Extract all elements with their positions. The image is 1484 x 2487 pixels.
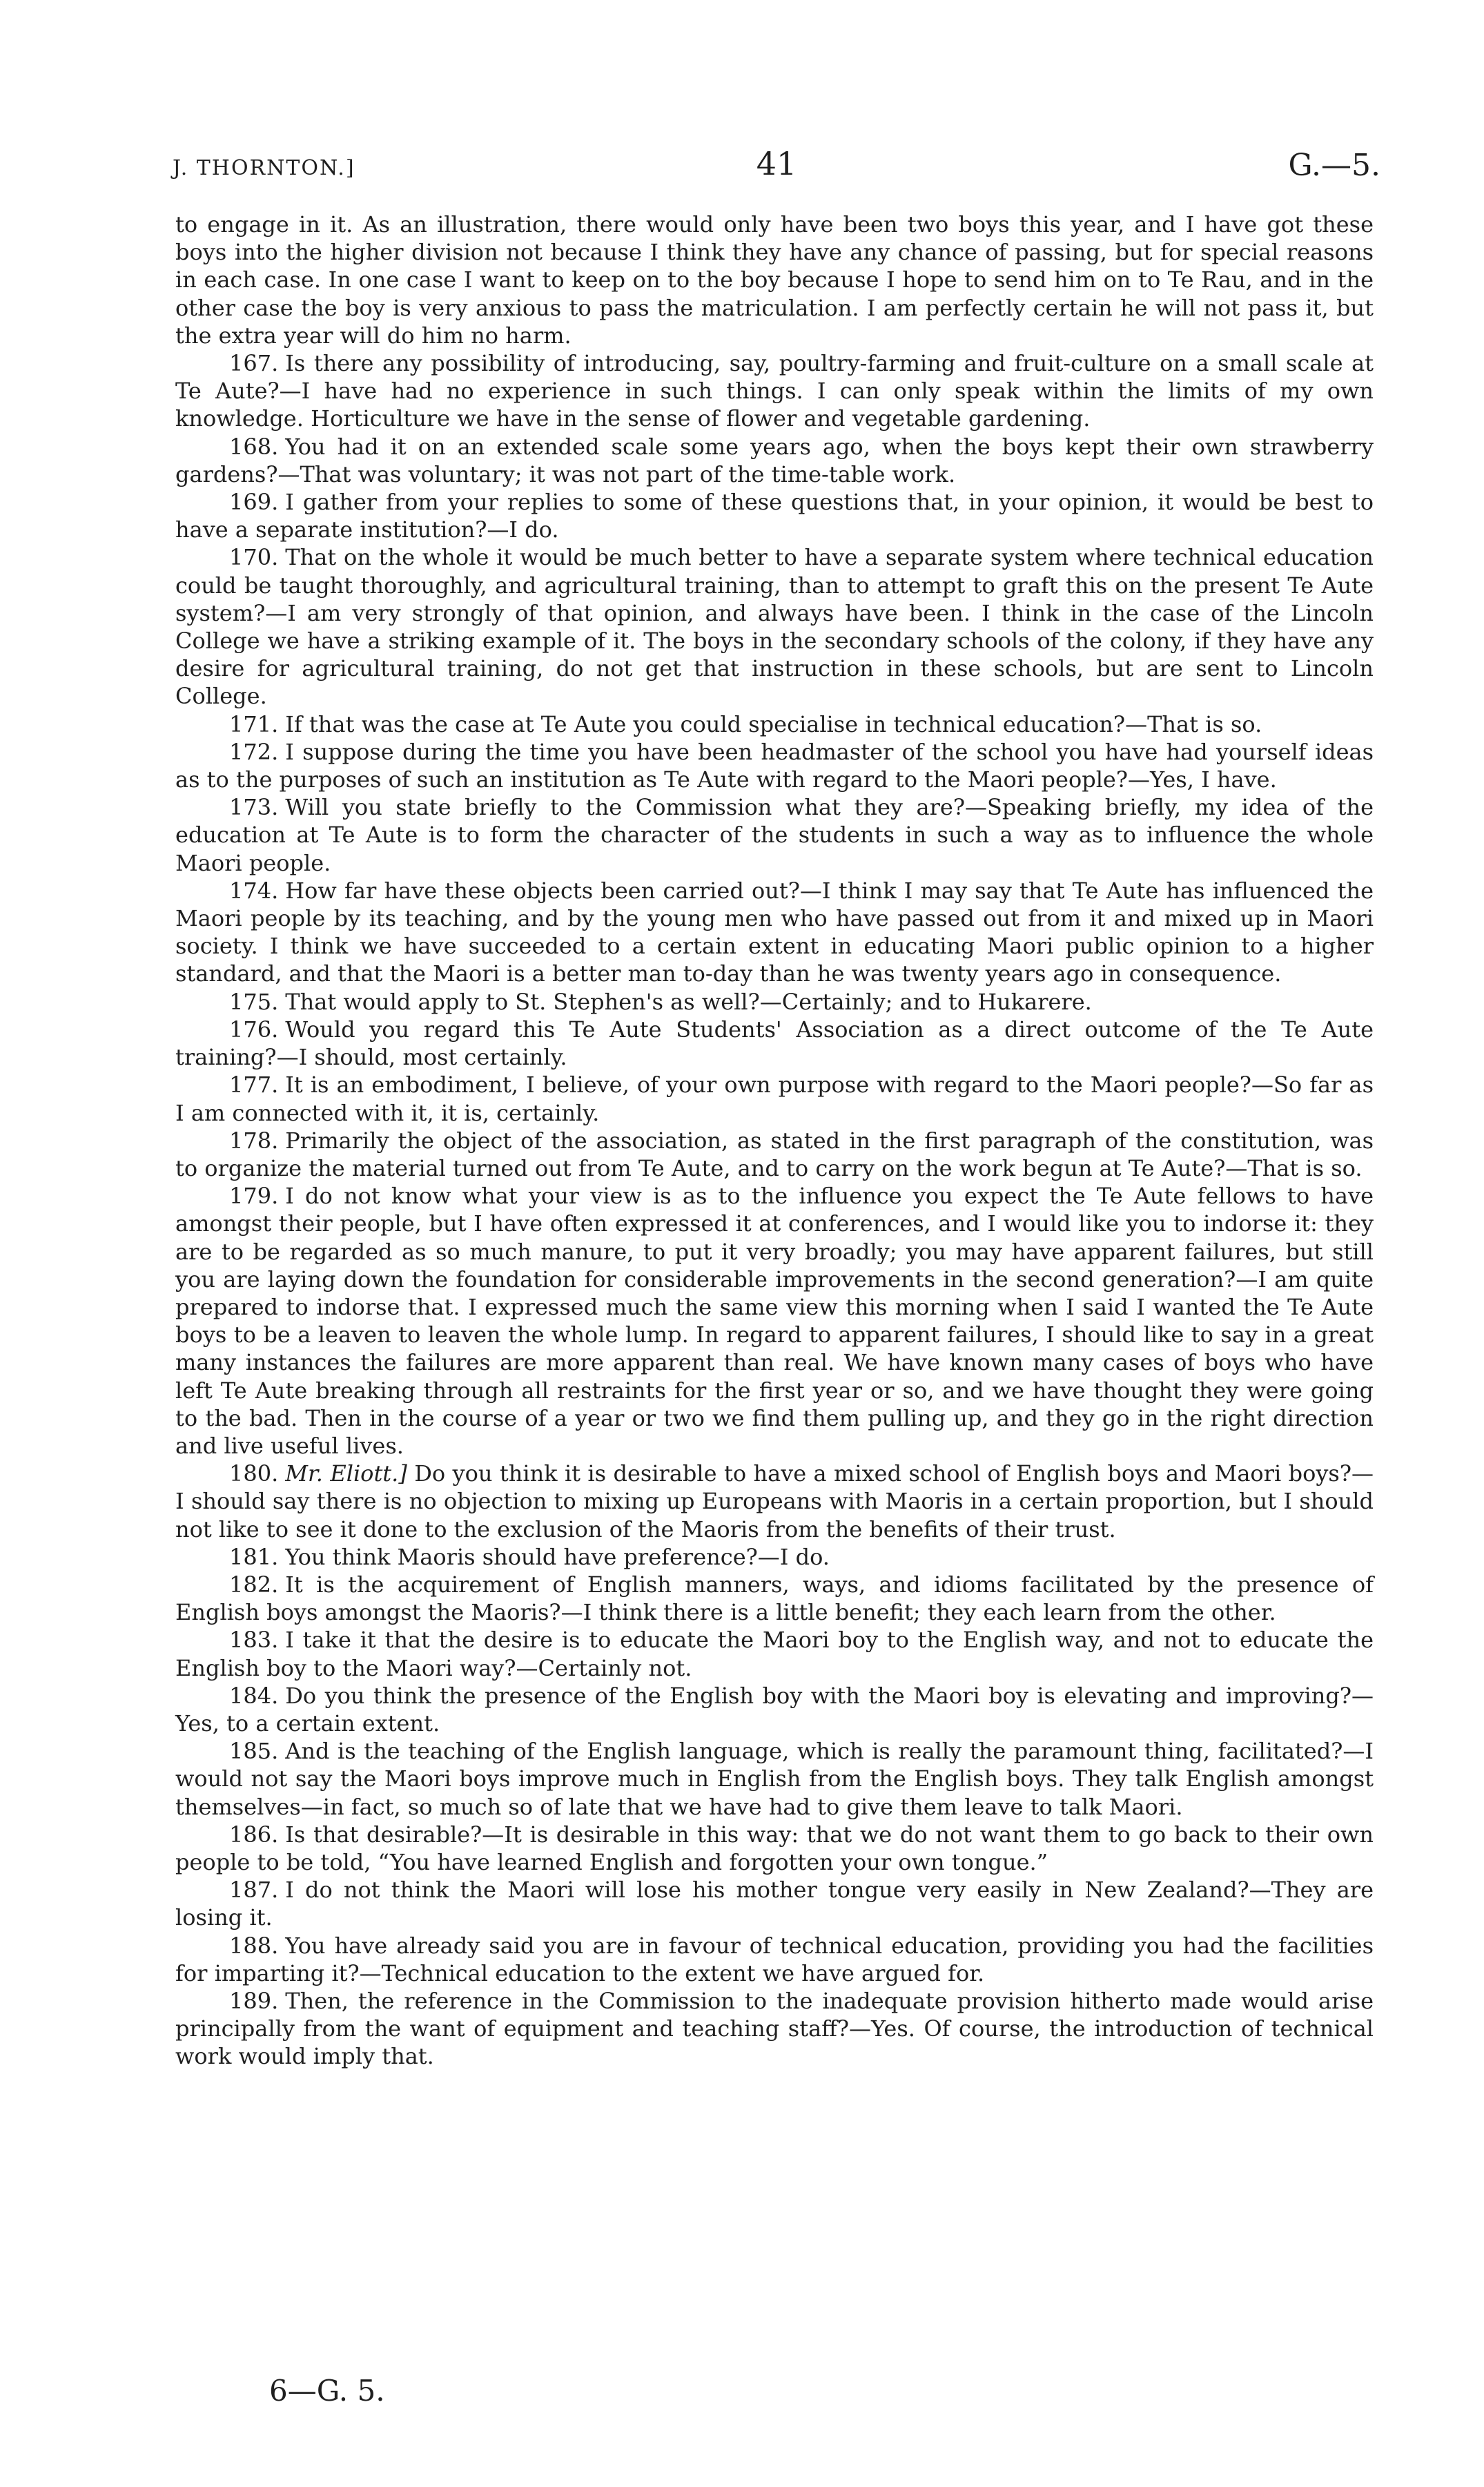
question-number: 184. bbox=[229, 1682, 279, 1709]
question-number: 179. bbox=[229, 1183, 279, 1210]
question-number: 185. bbox=[229, 1738, 279, 1765]
question-text: I do not know what your view is as to the influence you expect the Te Aute fellows to have amongst their people, but I have often expressed it at conferences, and I would like you to indorse it: they are to be regarded as so much manure, to put it very broadly; you may have apparent failures, but still you are laying down the foundation for considerable improvements in the second generation?—I am quite prepared to indorse that. I expressed much the same view this morning when I said I wanted the Te Aute boys to be a leaven to leaven the whole lump. In regard to apparent failures, I should like to say in a great many instances the failures are more apparent than real. We have known many cases of boys who have left Te Aute breaking through all restraints for the first year or so, and we have thought they were going to the bad. Then in the course of a year or two we find them pulling up, and they go in the right direction and live useful lives. bbox=[175, 1183, 1374, 1459]
question-text: And is the teaching of the English language, which is really the paramount thing, facilitated?—I would not say the Maori boys improve much in English from the English boys. They talk English amongst themselves—in fact, so much so of late that we have had to give them leave to talk Maori. bbox=[175, 1738, 1374, 1820]
question-list bbox=[175, 349, 1374, 2071]
question-number: 174. bbox=[229, 877, 279, 904]
page-body bbox=[175, 211, 1374, 2071]
question-number: 173. bbox=[229, 794, 279, 821]
question-text: Primarily the object of the association, as stated in the first paragraph of the constitution, was to organize the material turned out from Te Aute, and to carry on the work begun at Te Aute?—That is so. bbox=[175, 1127, 1374, 1181]
question-number: 169. bbox=[229, 489, 279, 516]
question-number: 171. bbox=[229, 710, 279, 737]
question-text: You think Maoris should have preference?—I do. bbox=[285, 1543, 830, 1570]
question-text: That would apply to St. Stephen's as well?—Certainly; and to Hukarere. bbox=[285, 988, 1092, 1015]
speaker-name: Mr. Eliott.] bbox=[285, 1460, 407, 1487]
document-reference: G.—5. bbox=[1288, 148, 1380, 183]
question-number: 180. bbox=[229, 1460, 279, 1487]
question-paragraph bbox=[175, 1737, 1374, 1821]
question-number: 175. bbox=[229, 988, 279, 1015]
witness-name: J. THORNTON.] bbox=[173, 156, 355, 180]
question-paragraph bbox=[175, 1876, 1374, 1931]
question-text: If that was the case at Te Aute you could specialise in technical education?—That is so. bbox=[285, 710, 1262, 737]
question-text: You have already said you are in favour of technical education, providing you had the facilities for imparting it?—Technical education to the extent we have argued for. bbox=[175, 1932, 1374, 1986]
question-number: 167. bbox=[229, 350, 279, 377]
opening-paragraph: to engage in it. As an illustration, there would only have been two boys this year, and I have got these boys into the higher division not because I think they have any chance of passing, but for special reasons in each case. In one case I want to keep on to the boy because I hope to send him on to Te Rau, and in the other case the boy is very anxious to pass the matriculation. I am perfectly certain he will not pass it, but the extra year will do him no harm. bbox=[175, 211, 1374, 349]
page-header bbox=[173, 145, 1380, 193]
question-text: It is the acquirement of English manners, ways, and idioms facilitated by the presence of English boys amongst the Maoris?—I think there is a little benefit; they each learn from the other. bbox=[175, 1571, 1374, 1626]
question-number: 182. bbox=[229, 1571, 279, 1598]
question-paragraph bbox=[175, 1016, 1374, 1071]
question-paragraph bbox=[175, 349, 1374, 433]
question-paragraph bbox=[175, 1571, 1374, 1626]
question-number: 170. bbox=[229, 544, 279, 571]
question-text: I take it that the desire is to educate the Maori boy to the English way, and not to educate the English boy to the Maori way?—Certainly not. bbox=[175, 1627, 1374, 1681]
question-number: 183. bbox=[229, 1627, 279, 1654]
question-text: Do you think it is desirable to have a mixed school of English boys and Maori boys?—I should say there is no objection to mixing up Europeans with Maoris in a certain proportion, but I should not like to see it done to the exclusion of the Maoris from the benefits of their trust. bbox=[175, 1460, 1374, 1542]
question-number: 176. bbox=[229, 1016, 279, 1043]
question-paragraph bbox=[175, 1460, 1374, 1543]
question-paragraph bbox=[175, 433, 1374, 488]
question-paragraph bbox=[175, 488, 1374, 543]
question-text: Is there any possibility of introducing, say, poultry-farming and fruit-culture on a small scale at Te Aute?—I have had no experience in such things. I can only speak within the limits of my own knowledge. Horticulture we have in the sense of flower and vegetable gardening. bbox=[175, 350, 1374, 432]
question-number: 188. bbox=[229, 1932, 279, 1959]
question-paragraph bbox=[175, 1543, 1374, 1571]
question-text: I do not think the Maori will lose his mother tongue very easily in New Zealand?—They are losing it. bbox=[175, 1877, 1374, 1931]
question-number: 177. bbox=[229, 1072, 279, 1099]
question-paragraph bbox=[175, 710, 1374, 738]
question-paragraph bbox=[175, 738, 1374, 793]
question-paragraph bbox=[175, 988, 1374, 1016]
question-text: That on the whole it would be much better to have a separate system where technical education could be taught thoroughly, and agricultural training, than to attempt to graft this on the present Te Aute system?—I am very strongly of that opinion, and always have been. I think in the case of the Lincoln College we have a striking example of it. The boys in the secondary schools of the colony, if they have any desire for agricultural training, do not get that instruction in these schools, but are sent to Lincoln College. bbox=[175, 544, 1374, 710]
question-text: How far have these objects been carried out?—I think I may say that Te Aute has influenced the Maori people by its teaching, and by the young men who have passed out from it and mixed up in Maori society. I think we have succeeded to a certain extent in educating Maori public opinion to a higher standard, and that the Maori is a better man to-day than he was twenty years ago in consequence. bbox=[175, 877, 1374, 987]
question-text: Is that desirable?—It is desirable in this way: that we do not want them to go back to their own people to be told, “You have learned English and forgotten your own tongue.” bbox=[175, 1821, 1374, 1875]
page-number: 41 bbox=[756, 145, 797, 182]
question-text: It is an embodiment, I believe, of your own purpose with regard to the Maori people?—So far as I am connected with it, it is, certainly. bbox=[175, 1072, 1374, 1126]
question-paragraph bbox=[175, 793, 1374, 877]
question-paragraph bbox=[175, 1682, 1374, 1737]
question-text: Do you think the presence of the English boy with the Maori boy is elevating and improving?—Yes, to a certain extent. bbox=[175, 1682, 1374, 1736]
question-text: Then, the reference in the Commission to the inadequate provision hitherto made would arise principally from the want of equipment and teaching staff?—Yes. Of course, the introduction of technical work would imply that. bbox=[175, 1988, 1374, 2070]
question-text: Would you regard this Te Aute Students' Association as a direct outcome of the Te Aute training?—I should, most certainly. bbox=[175, 1016, 1374, 1071]
question-text: I suppose during the time you have been headmaster of the school you have had yourself ideas as to the purposes of such an institution as Te Aute with regard to the Maori people?—Yes, I have. bbox=[175, 738, 1374, 793]
printer-signature: 6—G. 5. bbox=[269, 2374, 385, 2408]
question-paragraph bbox=[175, 1127, 1374, 1182]
question-paragraph bbox=[175, 1626, 1374, 1681]
question-paragraph bbox=[175, 1987, 1374, 2071]
question-paragraph bbox=[175, 1071, 1374, 1126]
question-number: 172. bbox=[229, 738, 279, 765]
question-number: 186. bbox=[229, 1821, 279, 1848]
question-number: 168. bbox=[229, 433, 279, 460]
question-number: 187. bbox=[229, 1877, 279, 1904]
question-number: 178. bbox=[229, 1127, 279, 1154]
question-number: 189. bbox=[229, 1988, 279, 2014]
question-paragraph bbox=[175, 877, 1374, 988]
question-text: You had it on an extended scale some years ago, when the boys kept their own strawberry gardens?—That was voluntary; it was not part of the time-table work. bbox=[175, 433, 1374, 487]
question-paragraph bbox=[175, 1182, 1374, 1460]
question-text: Will you state briefly to the Commission what they are?—Speaking briefly, my idea of the education at Te Aute is to form the character of the students in such a way as to influence the whole Maori people. bbox=[175, 794, 1374, 876]
question-paragraph bbox=[175, 1932, 1374, 1987]
question-number: 181. bbox=[229, 1543, 279, 1570]
question-paragraph bbox=[175, 1821, 1374, 1876]
question-paragraph bbox=[175, 543, 1374, 710]
question-text: I gather from your replies to some of these questions that, in your opinion, it would be best to have a separate institution?—I do. bbox=[175, 489, 1374, 543]
